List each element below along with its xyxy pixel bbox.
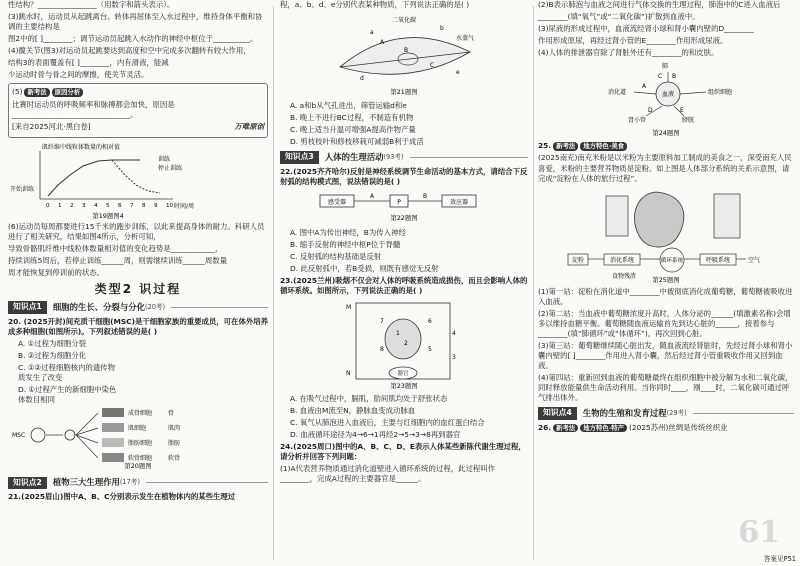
tick-label: 1	[58, 202, 62, 209]
option: A. a和b从气孔进出，筛管运输d和e	[290, 101, 407, 111]
cell-label: 成骨细胞	[128, 410, 153, 418]
leaf-label: A	[380, 39, 385, 47]
node-label: 效应器	[449, 199, 469, 207]
knowledge-point-3	[280, 151, 528, 164]
page-number: 61	[738, 515, 780, 551]
text-line: (2)第二站：当血液中葡萄糖浓度升高时，人体分泌的______(填激素名称)会增多以维持血糖平衡。葡萄糖随血液运输首先到达心脏的______，接着参与________(填“肺循环”或“体循环”)，再次回到心脏。	[538, 308, 791, 338]
tick-label: 8	[142, 202, 146, 209]
question-25-stem: (2025南充)南充米粉是以米粉为主要原料加工制成的美食之一，深受南充人民喜爱，米粉的主要营养物质是淀粉。如上图是人体部分系统的关系示意图，请完成“淀粉在人体的旅行过程”。	[538, 153, 792, 183]
kp-title: 细胞的生长、分裂与分化	[52, 301, 145, 312]
text-line: (2)B表示肺泡与血液之间进行气体交换的生理过程，肺泡中的C进入血液后	[538, 0, 781, 9]
tissue-label: 骨	[168, 410, 175, 418]
text-line: 图2中的[ ]________；调节运动员起跳入水动作的神经中枢位于__________。	[8, 34, 258, 44]
option: B. ②过程为细胞分化	[18, 351, 87, 361]
question-24-stem: 24.(2025周口)图中的A、B、C、D、E表示人体某些新陈代谢生理过程，请分析并回答下列问题：	[280, 441, 526, 461]
question-20-stem: 20. (2025开封)间充质干细胞(MSC)是干细胞家族的重要成员，可在体外培养成多种细胞(如图所示)。下列叙述错误的是( )	[8, 316, 268, 337]
series-training	[48, 160, 140, 196]
option: B. 血液由M流至N，静脉血变成动脉血	[290, 405, 416, 415]
legend-training: 训练	[158, 155, 171, 163]
circ-label: 2	[404, 339, 408, 347]
circ-label: 8	[380, 345, 384, 353]
column-left	[8, 0, 268, 566]
label-start: 开始训练	[10, 185, 35, 193]
kp-label: 知识点4	[538, 407, 577, 420]
question-22-stem: 22.(2025齐齐哈尔)反射是神经系统调节生命活动的基本方式，请结合下反射弧的结构模式图，说法错误的是( )	[280, 166, 528, 187]
figure-25-system-diagram	[538, 186, 794, 284]
kp-title: 植物三大生理作用	[52, 477, 120, 488]
cell-label: 软骨细胞	[128, 455, 153, 463]
text-line: (1)第一站：淀粉在消化道中________中被彻底消化成葡萄糖，葡萄糖被吸收进入血液。	[538, 286, 793, 306]
kp-title: 人体的生理活动	[324, 151, 384, 162]
tick-label: 3	[82, 202, 86, 209]
kp-label: 知识点2	[8, 477, 47, 490]
leaf-label: b	[440, 25, 444, 33]
cell-label: 脂肪细胞	[128, 440, 153, 448]
figure-19-line-chart	[8, 141, 266, 219]
text-line: (3)尿液的形成过程中，血液流经肾小球和肾小囊内壁的D________	[538, 24, 754, 34]
figure-20-msc-diagram	[8, 407, 266, 469]
figure-caption: 第23题图	[390, 381, 418, 390]
text-line: 导致骨骼肌纤维中线粒体数量相对值的变化趋势是____________，	[8, 243, 223, 253]
circ-label: 4	[452, 329, 456, 337]
column-middle	[280, 0, 528, 566]
knowledge-point-2	[8, 477, 268, 490]
tick-label: 9	[154, 202, 158, 209]
chart-xlabel: 时间/周	[174, 202, 195, 210]
tick-label: 0	[46, 202, 50, 209]
text-line: 周才能恢复到停训前的状态。	[8, 268, 105, 277]
kp-label: 知识点1	[8, 301, 47, 314]
tick-label: 7	[130, 202, 134, 209]
leaf-label: a	[370, 29, 374, 37]
tissue-label: 软骨	[168, 455, 181, 463]
circ-label: 5	[428, 345, 432, 353]
box-source: [来自2025河北·黑白卷]	[12, 121, 91, 131]
text-line: 作用形成原尿，再经过肾小管的E________作用形成尿液。	[538, 36, 728, 46]
text-line: (4)人体的排泄器官除了肾脏外还有________的和皮肤。	[538, 48, 719, 58]
text-line: (1)A代表营养物质通过消化道壁进入循环系统的过程，此过程叫作________，完成A过程的主要器官是______。	[280, 463, 496, 484]
tag-local-feature: 地方特色·美食	[580, 142, 627, 151]
knowledge-point-4	[538, 407, 794, 420]
question-26-text: (2025苏州)丝绸是传统丝织业	[629, 422, 728, 432]
leaf-label: B	[404, 47, 409, 55]
node-label: 感受器	[327, 199, 347, 207]
series-stop-training	[112, 160, 160, 193]
text-line: (6)运动员每周都要进行15千米的跑步训练，以此来提高身体的耐力。科研人员进行了相关研究，结果如图4所示，分析可知，	[8, 221, 265, 241]
option: D. ①过程产生的新细胞中染色体数目相同	[18, 385, 117, 405]
question-25-header: 25. 新考法 地方特色·美食	[538, 141, 794, 151]
text-line: (3)第三站：葡萄糖继续随心脏出发，随血液流经肾脏时，先经过肾小球和肾小囊内壁的[ ]________作用进入肾小囊，然后经过肾小管重吸收作用又回到血液。	[538, 341, 793, 371]
circ-label: 器官	[397, 370, 409, 377]
figure-caption: 第21题图	[390, 88, 418, 97]
fig24-label: B	[672, 73, 677, 81]
fig24-label: 肾小管	[628, 117, 647, 125]
fig24-label: 膀胱	[682, 117, 695, 125]
figure-24-metabolism	[538, 60, 794, 138]
figure-23-circulation	[280, 299, 528, 391]
fig24-label: 肺	[662, 63, 669, 71]
node-label: A	[370, 193, 375, 201]
box-text: 比赛时运动员的呼吸频率和脉搏都会加快，原因是________________________________。	[12, 99, 175, 119]
option: B. 晚上不进行BC过程，不制造有机物	[290, 113, 414, 123]
node-label: 淀粉	[571, 256, 585, 264]
circ-label: 3	[452, 353, 456, 361]
tick-label: 5	[106, 202, 110, 209]
text-line: (3)跳水时，运动员从起跳离台、转体再屈体至入水过程中，维持身体平衡和协调的主要结构是	[8, 12, 263, 32]
text-line: 少运动时骨与骨之间的摩擦，使关节灵活。	[8, 70, 149, 80]
kp-title: 生物的生殖和发育过程	[582, 407, 667, 418]
option: D. 剪枝枝叶和修枝移栽可减弱B利于成活	[290, 137, 424, 147]
heart-icon	[634, 192, 683, 247]
question-number: (5)	[12, 87, 23, 97]
figure-22-reflex-arc	[280, 189, 528, 225]
option: C. ①②过程细胞核内的遗传物质发生了改变	[18, 363, 116, 383]
kp-label: 知识点3	[280, 151, 319, 164]
tag-new-method: 新考法	[553, 142, 578, 151]
node-label: 食物残渣	[612, 272, 637, 280]
option: C. 氧气从肺泡进入血液后，主要与红细胞内的血红蛋白结合	[290, 417, 485, 427]
fig24-label: 组织细胞	[708, 89, 733, 97]
node-label: 消化系统	[609, 256, 635, 264]
tick-label: 6	[118, 202, 122, 209]
leaf-label: 水蒸气	[456, 35, 475, 43]
tick-label: 10	[166, 202, 174, 209]
leaf-label: 二氧化碳	[392, 17, 417, 25]
kp-count: (20考)	[144, 303, 166, 312]
question-23-stem: 23.(2025兰州)吸烟不仅会对人体的呼吸系统造成损伤，而且会影响人体的循环系统。如图所示，下列说法正确的是( )	[280, 276, 528, 296]
leaf-label: e	[456, 69, 460, 77]
text-line: ________(填“氧气”或“二氧化碳”)扩散到血液中。	[538, 12, 700, 22]
brand-label: 万唯原创	[234, 121, 264, 131]
text-line: 持续训练5周后，若停止训练______周，则需继续训练______周数量	[8, 255, 228, 265]
tissue-label: 脂肪	[168, 440, 181, 448]
column-right	[538, 0, 794, 566]
leaf-label: d	[360, 75, 364, 83]
option: D. 此反射弧中，若B受损，则既有感觉无反射	[290, 264, 439, 274]
text-line: 结构3的表面覆盖有[ ]________，内有滑液，能减	[8, 58, 169, 68]
section-type-title: 类型2 识过程	[94, 282, 182, 297]
option: A. ①过程为细胞分裂	[18, 339, 86, 349]
question-21-stem: 21.(2025眉山)图中A、B、C分别表示发生在植物体内的某些生理过	[8, 492, 236, 502]
circ-label: 1	[396, 329, 400, 337]
node-label: B	[423, 193, 428, 201]
figure-caption: 第24题图	[652, 129, 680, 138]
figure-21-leaf-diagram	[280, 12, 528, 98]
tick-label: 2	[70, 202, 74, 209]
figure-caption: 第25题图	[652, 275, 680, 284]
figure-caption: 第20题图	[124, 462, 152, 470]
kp-count: (17考)	[119, 478, 140, 487]
fig24-label: E	[680, 107, 684, 115]
kp-count: (29考)	[666, 409, 687, 418]
tag-reason-analysis: 原因分析	[52, 88, 84, 97]
leaf-label: C	[430, 62, 435, 70]
circ-label: M	[346, 303, 352, 311]
option: A. 在吸气过程中，膈肌，肋间肌均处于舒张状态	[290, 393, 448, 403]
tick-label: 4	[94, 202, 98, 209]
kp-count: (93考)	[383, 153, 404, 162]
fig24-label: 血液	[661, 91, 675, 99]
circ-label: 7	[380, 317, 384, 325]
extension-box	[8, 83, 268, 137]
tag-new-method: 新考法	[553, 424, 578, 433]
fig24-label: C	[658, 73, 663, 81]
node-label: P	[397, 199, 401, 207]
circ-label: N	[346, 369, 351, 377]
figure-caption: 第22题图	[390, 214, 418, 223]
fig24-label: A	[642, 83, 647, 91]
node-label: 空气	[748, 256, 761, 264]
msc-label: MSC	[12, 432, 26, 440]
option: A. 图中A为传出神经，B为传入神经	[290, 228, 406, 238]
tag-local-feature: 地方特色·特产	[580, 424, 627, 433]
text-line: (4)髋关节(图3)对运动员起跳要达到高度和空中完成多次翻转有较大作用，	[8, 46, 251, 56]
figure-caption: 第19题图4	[92, 211, 124, 219]
text-line: 性结构？________________（用数字和箭头表示）。	[8, 0, 175, 9]
knowledge-point-1	[8, 301, 268, 314]
fig24-label: D	[648, 107, 653, 115]
question-26: 26. 新考法 地方特色·特产 (2025苏州)丝绸是传统丝织业	[538, 422, 728, 432]
option: C. 反射弧的结构基础是反射	[290, 252, 382, 262]
cell-label: 肌细胞	[128, 425, 147, 433]
answer-reference: 答案见P51	[763, 555, 796, 564]
chart-ylabel: 肌纤维中线粒体数量的相对值	[42, 143, 121, 151]
tissue-label: 肌肉	[168, 425, 181, 433]
option: B. 缩手反射的神经中枢P位于脊髓	[290, 240, 401, 250]
text-line: (4)第四站：重新回到血液的葡萄糖最终在组织细胞中被分解为水和二氧化碳，同时释放能量供生命活动利用。当你同时____，刚____时，二氧化碳可通过呼气排出体外。	[538, 373, 793, 403]
lungs-icon	[714, 194, 740, 238]
option: C. 晚上适当升温可增强A提高作物产量	[290, 125, 416, 135]
option: D. 血液循环途径为4→6→1再经2→5→3→8再到器官	[290, 429, 461, 439]
circ-label: 6	[428, 317, 432, 325]
node-label: 循环系统	[660, 257, 684, 264]
tag-new-method: 新考法	[24, 88, 49, 97]
node-label: 呼吸系统	[705, 256, 731, 264]
fig24-label: 消化道	[608, 89, 627, 97]
text-line: 程，a、b、d、e分别代表某种物质，下列说法正确的是( )	[280, 0, 470, 9]
legend-stop: 停止训练	[158, 164, 183, 172]
